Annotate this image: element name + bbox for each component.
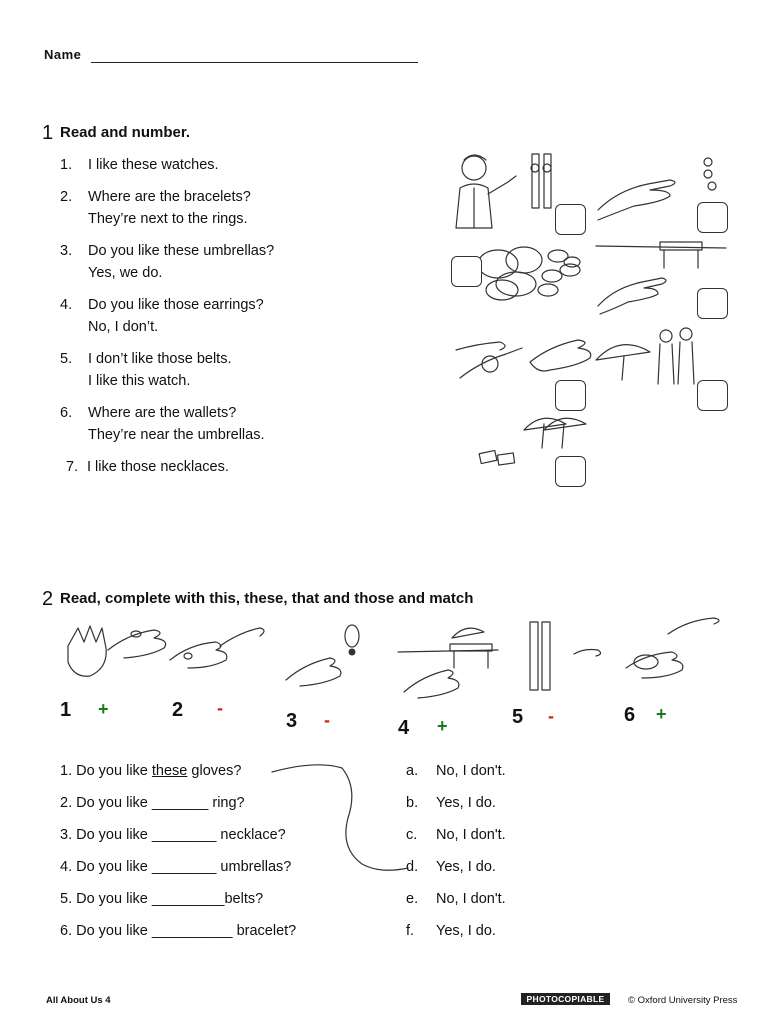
belts-illustration [530, 622, 601, 690]
picture-number: 5 [512, 706, 524, 728]
item-number: 1. [60, 157, 73, 173]
hands-with-ring-illustration [170, 628, 264, 668]
answer-option[interactable]: f. Yes, I do. [406, 923, 496, 939]
item-line-1: Do you like these umbrellas? [88, 243, 275, 259]
boy-with-watches-illustration [456, 154, 551, 228]
section-1-title: Read and number. [60, 124, 191, 141]
item-line-1: Where are the bracelets? [88, 189, 251, 205]
minus-sign: - [548, 706, 554, 726]
plus-sign: + [656, 704, 667, 724]
section-2-title: Read, complete with this, these, that and those and match [60, 590, 474, 607]
plus-sign: + [98, 699, 109, 719]
item-number: 7. [66, 459, 79, 475]
question-row: 3. Do you like ________ necklace? [60, 827, 286, 843]
picture-number: 4 [398, 717, 410, 739]
section-1-item [66, 456, 229, 478]
gloves-illustration [68, 626, 166, 676]
answer-option[interactable]: b. Yes, I do. [406, 795, 496, 811]
answer-blank[interactable]: _______ [151, 795, 209, 811]
answer-box[interactable] [555, 380, 586, 411]
answer-option[interactable]: a. No, I don't. [406, 763, 506, 779]
question-row: 6. Do you like __________ bracelet? [60, 923, 297, 939]
question-row: 2. Do you like _______ ring? [60, 795, 245, 811]
section-1-number: 1 [42, 122, 54, 144]
section-1-item [60, 402, 265, 446]
question-row: 4. Do you like ________ umbrellas? [60, 859, 292, 875]
hand-with-necklace-illustration [286, 625, 359, 686]
question-row: 5. Do you like _________belts? [60, 891, 264, 907]
minus-sign: - [217, 698, 223, 718]
answer-blank[interactable]: ________ [151, 827, 217, 843]
umbrella-with-couple-illustration [596, 328, 694, 384]
answer-blank[interactable]: these [151, 763, 188, 779]
section-1-item [60, 294, 264, 338]
item-line-2: Yes, we do. [88, 265, 163, 281]
answer-box[interactable] [555, 456, 586, 487]
answer-blank[interactable]: _________ [151, 891, 225, 907]
hands-with-belts-illustration [456, 340, 591, 378]
name-label: Name [44, 47, 82, 62]
item-number: 2. [60, 189, 73, 205]
answer-box[interactable] [697, 288, 728, 319]
item-line-1: Do you like those earrings? [88, 297, 264, 313]
answer-box[interactable] [697, 380, 728, 411]
item-line-2: No, I don’t. [88, 319, 159, 335]
table-with-umbrellas-illustration [398, 628, 498, 698]
item-number: 5. [60, 351, 73, 367]
plus-sign: + [437, 716, 448, 736]
picture-number: 6 [624, 704, 636, 726]
bracelets-illustration [478, 247, 580, 300]
question-row: 1. Do you like these gloves? [60, 763, 242, 779]
item-number: 6. [60, 405, 73, 421]
item-line-1: I like these watches. [88, 157, 219, 173]
picture-number: 2 [172, 699, 184, 721]
footer-copyright: © Oxford University Press [628, 995, 738, 1006]
item-line-1: I don’t like those belts. [88, 351, 232, 367]
section-1-illustrations [446, 148, 736, 478]
item-number: 3. [60, 243, 73, 259]
answer-option[interactable]: e. No, I don't. [406, 891, 506, 907]
item-line-2: They’re next to the rings. [88, 211, 248, 227]
answer-box[interactable] [451, 256, 482, 287]
item-line-2: I like this watch. [88, 373, 191, 389]
section-1-item [60, 154, 219, 176]
item-line-1: I like those necklaces. [87, 459, 229, 475]
hand-with-bracelet-illustration [626, 618, 719, 678]
answer-option[interactable]: c. No, I don't. [406, 827, 506, 843]
answer-blank[interactable]: ________ [151, 859, 217, 875]
name-field-line[interactable] [91, 62, 418, 63]
section-1-item [60, 186, 251, 230]
section-2-number: 2 [42, 588, 54, 610]
minus-sign: - [324, 710, 330, 730]
footer-book-title: All About Us 4 [46, 995, 111, 1006]
photocopiable-badge: PHOTOCOPIABLE [521, 993, 610, 1005]
section-1-item [60, 348, 231, 392]
item-line-2: They’re near the umbrellas. [88, 427, 265, 443]
section-1-item [60, 240, 274, 284]
picture-number: 1 [60, 699, 72, 721]
answer-box[interactable] [555, 204, 586, 235]
picture-number: 3 [286, 710, 298, 732]
answer-blank[interactable]: __________ [151, 923, 233, 939]
section-2-illustrations [58, 616, 718, 696]
answer-option[interactable]: d. Yes, I do. [406, 859, 496, 875]
item-number: 4. [60, 297, 73, 313]
answer-box[interactable] [697, 202, 728, 233]
item-line-1: Where are the wallets? [88, 405, 237, 421]
